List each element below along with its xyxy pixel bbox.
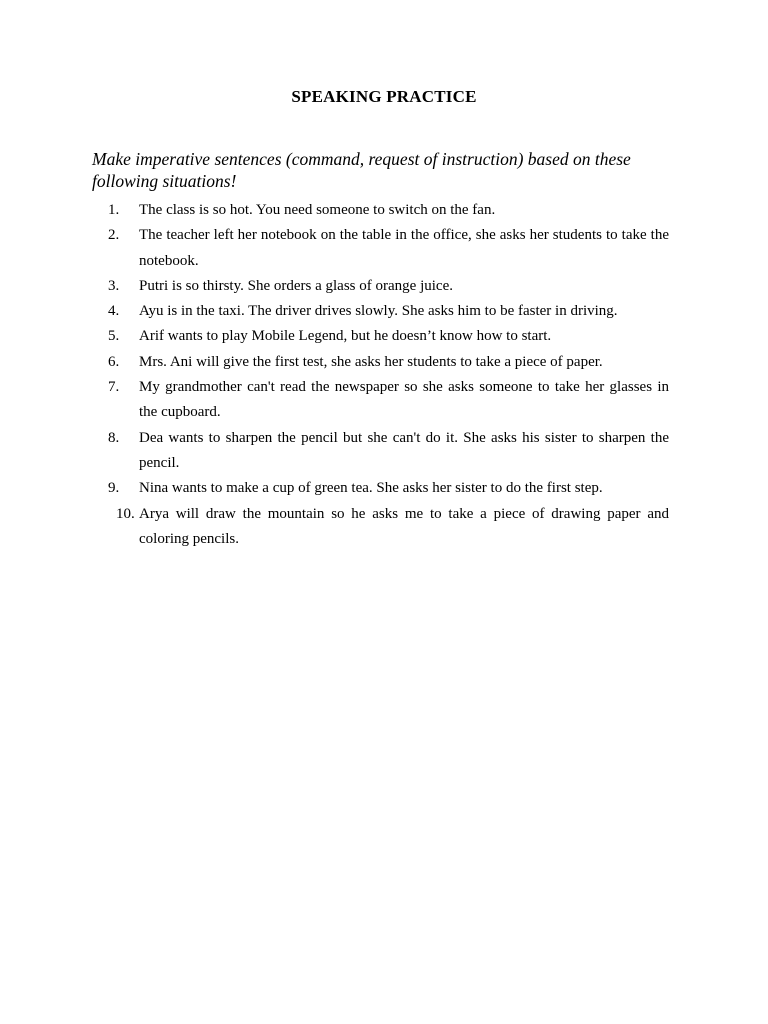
list-item [0, 502, 768, 553]
situation-list [0, 198, 768, 552]
item-number: 6. [108, 353, 120, 370]
list-item [0, 426, 768, 477]
item-number: 2. [108, 227, 120, 244]
item-text: Nina wants to make a cup of green tea. She asks her sister to do the first step. [139, 480, 603, 497]
item-text: Mrs. Ani will give the first test, she asks her students to take a piece of paper. [139, 353, 603, 370]
item-text: My grandmother can't read the newspaper so she asks someone to take her glasses in the cupboard. [139, 379, 669, 421]
item-text: The class is so hot. You need someone to switch on the fan. [139, 202, 496, 218]
item-number: 7. [108, 379, 120, 396]
page-title: SPEAKING PRACTICE [291, 87, 477, 106]
list-item [0, 223, 768, 274]
item-text: The teacher left her notebook on the table in the office, she asks her students to take the notebook. [139, 227, 669, 269]
list-item [0, 350, 768, 375]
item-text: Ayu is in the taxi. The driver drives slowly. She asks him to be faster in driving. [139, 303, 618, 320]
instruction-text: Make imperative sentences (command, request of instruction) based on these following situations! [92, 149, 631, 191]
item-number: 8. [108, 429, 120, 446]
item-text: Putri is so thirsty. She orders a glass of orange juice. [139, 277, 453, 294]
item-number: 9. [108, 480, 120, 497]
item-number: 5. [108, 328, 120, 345]
list-item [0, 324, 768, 349]
item-number: 4. [108, 303, 120, 320]
item-number: 10. [116, 505, 135, 522]
item-text: Dea wants to sharpen the pencil but she can't do it. She asks his sister to sharpen the pencil. [139, 429, 669, 471]
item-number: 3. [108, 277, 120, 294]
list-item [0, 375, 768, 426]
list-item [0, 274, 768, 299]
list-item [0, 198, 768, 223]
list-item [0, 476, 768, 501]
item-number: 1. [108, 202, 120, 218]
item-text: Arif wants to play Mobile Legend, but he doesn’t know how to start. [139, 328, 552, 345]
item-text: Arya will draw the mountain so he asks me to take a piece of drawing paper and coloring pencils. [139, 505, 669, 547]
list-item [0, 299, 768, 324]
